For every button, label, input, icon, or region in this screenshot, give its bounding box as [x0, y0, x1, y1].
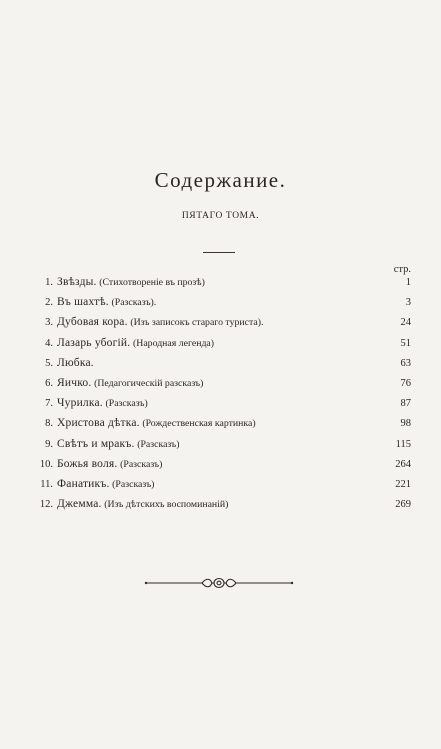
entry-page: 76 [400, 377, 411, 389]
title-rule [203, 252, 235, 253]
table-of-contents [26, 276, 411, 518]
entry-page: 87 [400, 398, 411, 410]
entry-number: 4. [45, 337, 53, 349]
entry-page: 51 [400, 337, 411, 349]
entry-number: 7. [45, 398, 53, 410]
toc-row [26, 498, 411, 518]
toc-row [26, 478, 411, 498]
entry-description: (Стихотвореніе въ прозѣ) [99, 277, 205, 288]
entry-title: Фанатикъ. [57, 477, 110, 490]
toc-row [26, 337, 411, 357]
toc-row [26, 438, 411, 458]
entry-title: Джемма. [57, 498, 102, 511]
entry-number: 5. [45, 357, 53, 369]
entry-number: 11. [40, 478, 53, 490]
entry-description: (Изъ записокъ стараго туриста). [130, 317, 264, 329]
entry-title: Дубовая кора. [57, 316, 128, 329]
entry-number: 3. [45, 317, 53, 329]
entry-number: 9. [45, 438, 53, 450]
entry-description: (Народная легенда) [133, 337, 215, 349]
entry-description: (Разсказъ) [105, 398, 148, 410]
entry-page: 264 [395, 458, 411, 470]
entry-page: 269 [395, 499, 411, 511]
entry-number: 10. [39, 458, 53, 470]
entry-number: 6. [45, 377, 53, 389]
entry-title: Чурилка. [57, 397, 103, 410]
toc-row [26, 417, 411, 437]
entry-title: Христова дѣтка. [57, 417, 140, 430]
toc-row [26, 397, 411, 417]
entry-number: 8. [45, 418, 53, 430]
entry-title: Божья воля. [57, 457, 118, 470]
entry-title: Въ шахтѣ. [57, 296, 109, 309]
entry-description: (Педагогическій разсказъ) [94, 377, 204, 389]
entry-description: (Разсказъ) [120, 458, 163, 470]
entry-number: 2. [45, 297, 53, 309]
toc-row [26, 276, 411, 296]
entry-title: Любка. [57, 356, 94, 369]
toc-row [26, 316, 411, 336]
volume-subtitle: ПЯТАГО ТОМА. [181, 211, 260, 221]
entry-description: (Разсказъ) [137, 438, 180, 450]
entry-title: Яичко. [57, 376, 92, 389]
entry-number: 12. [39, 499, 53, 511]
entry-description: (Изъ дѣтскихъ воспоминаній) [104, 499, 229, 511]
entry-description: (Рождественская картинка) [142, 418, 256, 430]
toc-row [26, 357, 411, 377]
entry-description: (Разсказъ). [111, 297, 157, 309]
page-title: Содержание. [154, 168, 287, 192]
entry-title: Свѣтъ и мракъ. [57, 437, 135, 450]
page-column-label: стр. [393, 264, 411, 275]
toc-row [26, 296, 411, 316]
entry-title: Звѣзды. [57, 276, 97, 288]
toc-row [26, 377, 411, 397]
entry-page: 115 [395, 438, 411, 450]
ornament-divider-icon [144, 575, 294, 591]
entry-page: 221 [395, 478, 411, 490]
entry-title: Лазарь убогій. [57, 336, 131, 349]
entry-page: 63 [400, 357, 411, 369]
entry-page: 98 [400, 418, 411, 430]
entry-page: 24 [400, 317, 411, 329]
entry-description: (Разсказъ) [112, 478, 155, 490]
toc-row [26, 458, 411, 478]
entry-number: 1. [45, 277, 53, 288]
entry-page: 1 [405, 277, 411, 288]
entry-page: 3 [405, 297, 411, 309]
